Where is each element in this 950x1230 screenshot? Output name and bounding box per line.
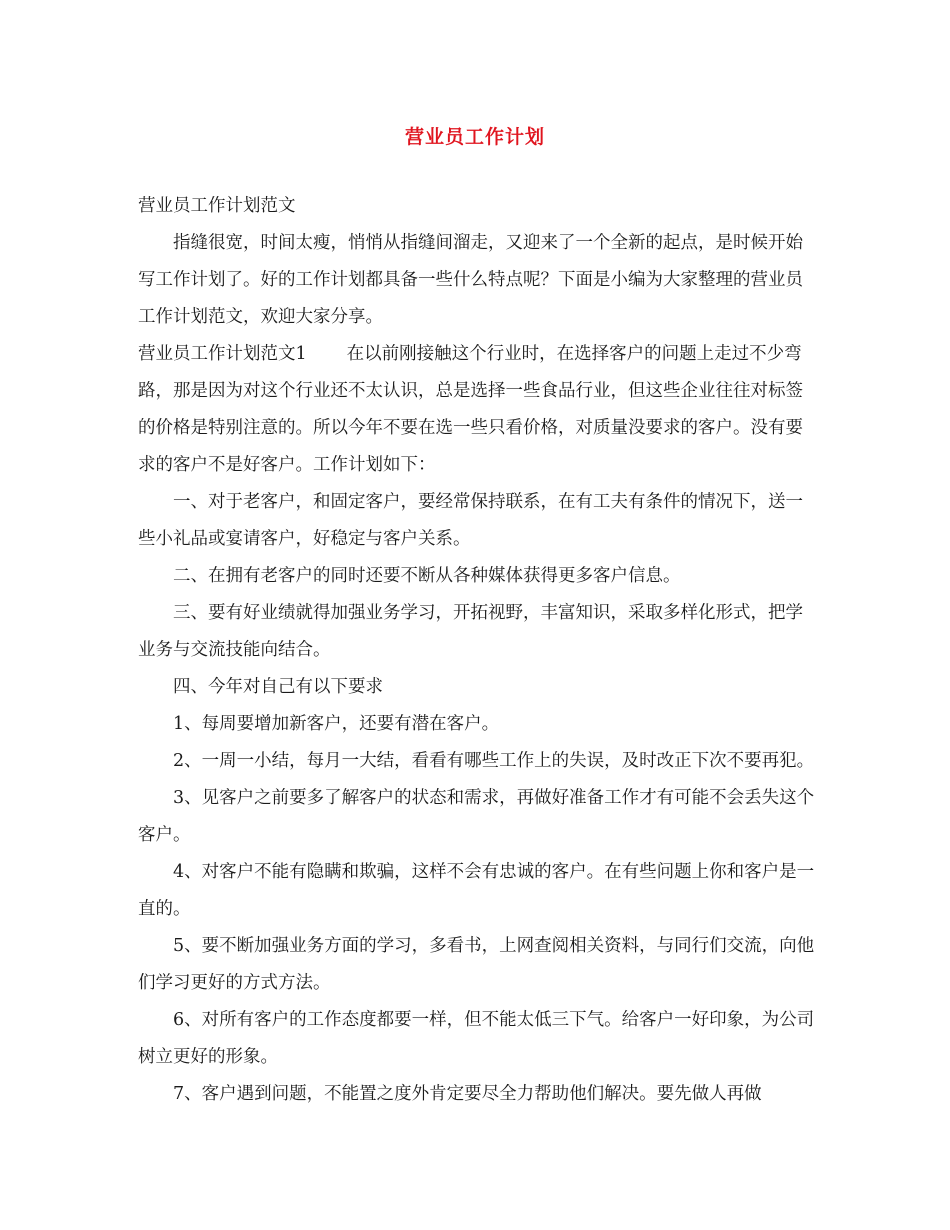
paragraph-5: 1、每周要增加新客户，还要有潜在客户。 — [173, 714, 500, 734]
paragraph-4: 四、今年对自己有以下要求 — [173, 677, 383, 697]
paragraph-8: 4、对客户不能有隐瞒和欺骗，这样不会有忠诚的客户。在有些问题上你和客户是一直的。 — [138, 862, 815, 919]
paragraph-9: 5、要不断加强业务方面的学习，多看书，上网查阅相关资料，与同行们交流，向他们学习更好的方式方法。 — [138, 936, 815, 993]
paragraph-3: 三、要有好业绩就得加强业务学习，开拓视野，丰富知识，采取多样化形式，把学业务与交流技能向结合。 — [138, 603, 803, 660]
intro-paragraph: 指缝很宽，时间太瘦，悄悄从指缝间溜走，又迎来了一个全新的起点，是时候开始写工作计划了。好的工作计划都具备一些什么特点呢？下面是小编为大家整理的营业员工作计划范文，欢迎大家分享。 — [138, 233, 803, 327]
paragraph-11: 7、客户遇到问题，不能置之度外肯定要尽全力帮助他们解决。要先做人再做 — [173, 1084, 762, 1104]
paragraph-1: 一、对于老客户，和固定客户，要经常保持联系，在有工夫有条件的情况下，送一些小礼品或宴请客户，好稳定与客户关系。 — [138, 492, 803, 549]
section1-paragraph — [138, 336, 818, 484]
paragraph-7: 3、见客户之前要多了解客户的状态和需求，再做好准备工作才有可能不会丢失这个客户。 — [138, 788, 815, 845]
document-title: 营业员工作计划 — [404, 126, 545, 148]
document-body — [138, 188, 818, 1113]
paragraph-6: 2、一周一小结，每月一大结，看看有哪些工作上的失误，及时改正下次不要再犯。 — [173, 751, 815, 771]
paragraph-10: 6、对所有客户的工作态度都要一样，但不能太低三下气。给客户一好印象，为公司树立更好的形象。 — [138, 1010, 815, 1067]
section1-heading: 营业员工作计划范文1 — [138, 344, 307, 364]
section1-text: 在以前刚接触这个行业时，在选择客户的问题上走过不少弯路，那是因为对这个行业还不太认识，总是选择一些食品行业，但这些企业往往对标签的价格是特别注意的。所以今年不要在选一些只看价格，对质量没要求的客户。没有要求的客户不是好客户。工作计划如下： — [138, 344, 803, 475]
document-subtitle: 营业员工作计划范文 — [138, 196, 296, 216]
paragraph-2: 二、在拥有老客户的同时还要不断从各种媒体获得更多客户信息。 — [173, 566, 681, 586]
